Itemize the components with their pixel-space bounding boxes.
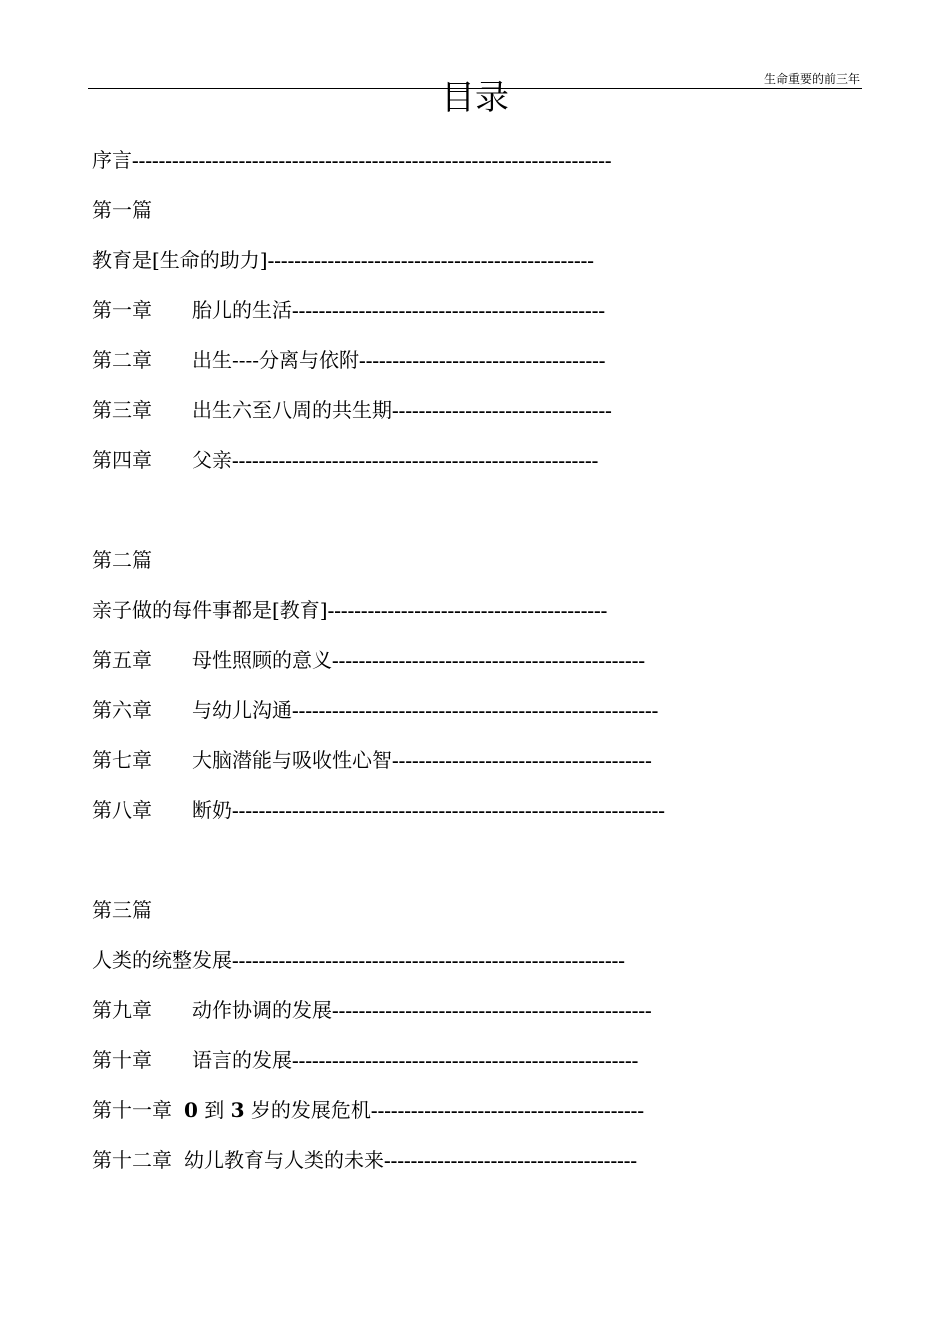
toc-entry-chapter-5[interactable] — [92, 642, 665, 692]
chapter-title: 大脑潜能与吸收性心智 — [192, 748, 392, 772]
toc-leader: ------------------------------------------------------- — [232, 450, 599, 472]
toc-leader: ----------------------------------------------- — [292, 300, 606, 322]
chapter-title: 出生----分离与依附 — [192, 348, 360, 372]
chapter-number: 第六章 — [92, 698, 152, 722]
toc-entry-chapter-4[interactable] — [92, 442, 665, 492]
toc-entry-chapter-6[interactable] — [92, 692, 665, 742]
toc-leader: ------------------------------------------------ — [332, 1000, 652, 1022]
chapter-title: 动作协调的发展 — [192, 998, 332, 1022]
chapter-number: 第一章 — [92, 298, 152, 322]
toc-leader: ------------------------------------------------------- — [292, 700, 659, 722]
toc-entry-part2-heading[interactable] — [92, 592, 665, 642]
toc-entry-title: 序言 — [92, 148, 132, 172]
toc-leader: ------------------------------------------ — [327, 600, 608, 622]
chapter-title: 母性照顾的意义 — [192, 648, 332, 672]
spacer — [92, 492, 665, 542]
toc-leader: ----------------------------------------------------------------- — [232, 800, 665, 822]
chapter-number: 第八章 — [92, 798, 152, 822]
toc-entry-title: 教育是[生命的助力] — [92, 248, 268, 272]
toc-entry-chapter-1[interactable] — [92, 292, 665, 342]
chapter-title: 岁的发展危机 — [250, 1098, 371, 1122]
toc-leader: --------------------------------- — [392, 400, 612, 422]
part-label-3: 第三篇 — [92, 898, 152, 922]
page-title: 目录 — [441, 78, 509, 118]
chapter-title: 父亲 — [192, 448, 232, 472]
chapter-number: 第九章 — [92, 998, 152, 1022]
running-header: 生命重要的前三年 — [763, 72, 860, 86]
toc-leader: ----------------------------------------------------------- — [232, 950, 625, 972]
toc-entry-part3-heading[interactable] — [92, 942, 665, 992]
chapter-number: 第十章 — [92, 1048, 152, 1072]
chapter-title: 语言的发展 — [192, 1048, 292, 1072]
toc-leader: ------------------------------------------------- — [267, 250, 594, 272]
chapter-number: 第七章 — [92, 748, 152, 772]
toc-leader: ----------------------------------------- — [370, 1100, 644, 1122]
chapter-title: 胎儿的生活 — [192, 298, 292, 322]
toc-entry-chapter-8[interactable] — [92, 792, 665, 842]
toc-leader: ------------------------------------- — [359, 350, 606, 372]
toc-entry-chapter-7[interactable] — [92, 742, 665, 792]
toc-leader: --------------------------------------- — [392, 750, 652, 772]
toc-entry-chapter-11[interactable] — [92, 1092, 665, 1142]
chapter-title-number: 3 — [230, 1098, 245, 1122]
toc-entry-title: 人类的统整发展 — [92, 948, 232, 972]
toc-entry-chapter-3[interactable] — [92, 392, 665, 442]
chapter-number: 第二章 — [92, 348, 152, 372]
chapter-title-word: 到 — [204, 1098, 225, 1122]
part-label-1: 第一篇 — [92, 198, 152, 222]
chapter-number: 第十一章 — [92, 1098, 172, 1122]
toc-entry-part1-heading[interactable] — [92, 242, 665, 292]
toc-entry-chapter-9[interactable] — [92, 992, 665, 1042]
chapter-number: 第十二章 — [92, 1148, 172, 1172]
chapter-title: 幼儿教育与人类的未来 — [184, 1148, 384, 1172]
toc-entry-chapter-10[interactable] — [92, 1042, 665, 1092]
chapter-number: 第三章 — [92, 398, 152, 422]
table-of-contents — [92, 142, 665, 1192]
chapter-number: 第四章 — [92, 448, 152, 472]
toc-leader: ---------------------------------------------------- — [292, 1050, 639, 1072]
part-label-2: 第二篇 — [92, 548, 152, 572]
chapter-number: 第五章 — [92, 648, 152, 672]
chapter-title: 断奶 — [192, 798, 232, 822]
chapter-title: 与幼儿沟通 — [192, 698, 292, 722]
toc-leader: ----------------------------------------------- — [332, 650, 646, 672]
toc-leader: ------------------------------------------------------------------------ — [132, 150, 612, 172]
toc-entry-preface[interactable] — [92, 142, 665, 192]
toc-entry-chapter-12[interactable] — [92, 1142, 665, 1192]
chapter-title-number: 0 — [184, 1098, 198, 1122]
toc-entry-chapter-2[interactable] — [92, 342, 665, 392]
toc-leader: -------------------------------------- — [384, 1150, 638, 1172]
spacer — [92, 842, 665, 892]
chapter-title: 出生六至八周的共生期 — [192, 398, 392, 422]
toc-entry-title: 亲子做的每件事都是[教育] — [92, 598, 328, 622]
